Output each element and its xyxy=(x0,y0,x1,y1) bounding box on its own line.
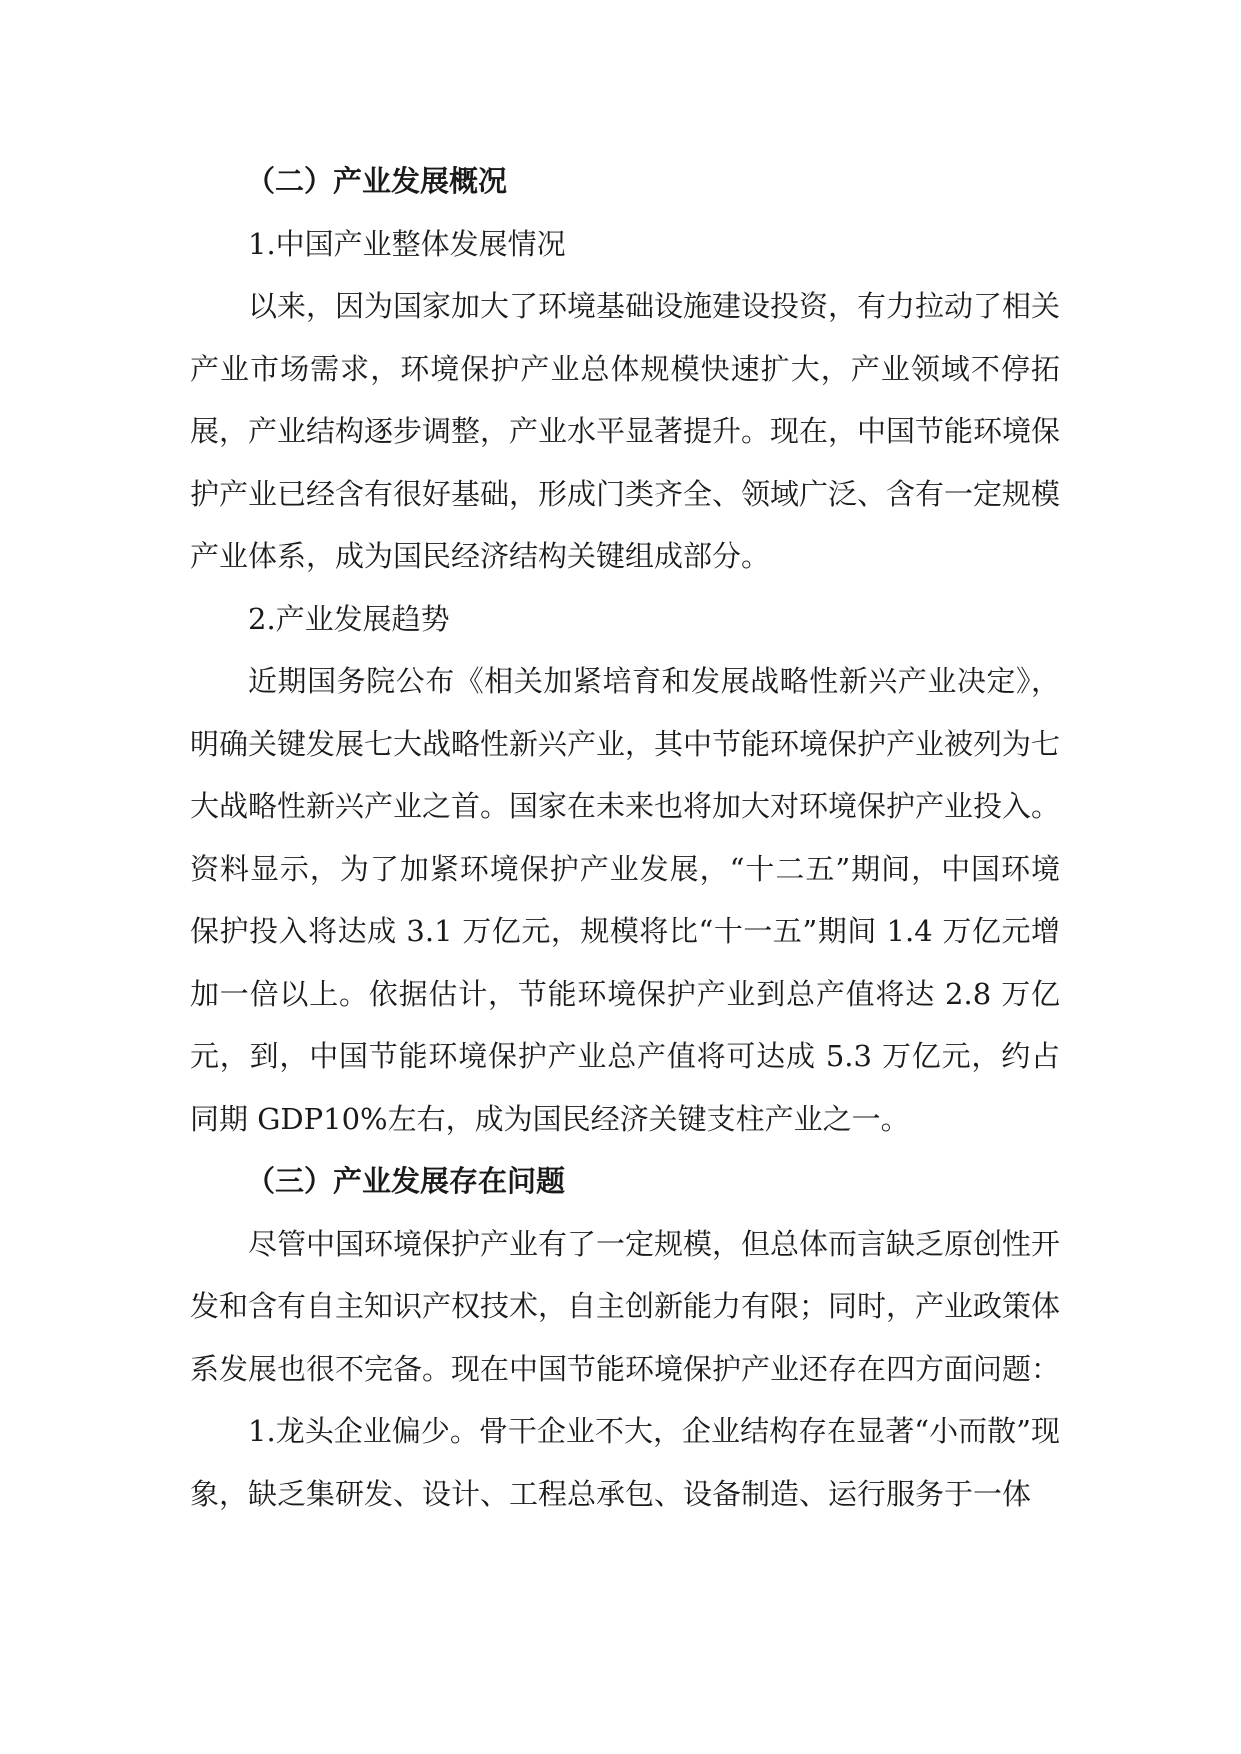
subheading-development-trend: 2.产业发展趋势 xyxy=(248,601,450,636)
paragraph-existing-problems: 尽管中国环境保护产业有了一定规模，但总体而言缺乏原创性开发和含有自主知识产权技术，自主创新能力有限；同时，产业政策体系发展也很不完备。现在中国节能环境保护产业还存在四方面问题： xyxy=(190,1226,1061,1386)
document-page xyxy=(190,150,1060,1525)
paragraph-overall-development: 以来，因为国家加大了环境基础设施建设投资，有力拉动了相关产业市场需求，环境保护产业总体规模快速扩大，产业领域不停拓展，产业结构逐步调整，产业水平显著提升。现在，中国节能环境保护产业已经含有很好基础，形成门类齐全、领域广泛、含有一定规模产业体系，成为国民经济结构关键组成部分。 xyxy=(190,289,1061,573)
section-heading-industry-overview: （二）产业发展概况 xyxy=(246,164,508,198)
section-heading-existing-problems: （三）产业发展存在问题 xyxy=(246,1164,566,1198)
paragraph-problem-1: 1.龙头企业偏少。骨干企业不大，企业结构存在显著“小而散”现象，缺乏集研发、设计、工程总承包、设备制造、运行服务于一体 xyxy=(190,1414,1060,1511)
paragraph-development-trend: 近期国务院公布《相关加紧培育和发展战略性新兴产业决定》，明确关键发展七大战略性新兴产业，其中节能环境保护产业被列为七大战略性新兴产业之首。国家在未来也将加大对环境保护产业投入。资料显示，为了加紧环境保护产业发展，“十二五”期间，中国环境保护投入将达成 3.1 万亿元，规模将比“十一五”期间 1.4 万亿元增加一倍以上。依据估计，节能环境保护产业到总产值将达 2.8 万亿元，到，中国节能环境保护产业总产值将可达成 5.3 万亿元，约占同期 GDP10%左右，成为国民经济关键支柱产业之一。 xyxy=(190,664,1061,1136)
subheading-overall-development: 1.中国产业整体发展情况 xyxy=(248,226,566,261)
